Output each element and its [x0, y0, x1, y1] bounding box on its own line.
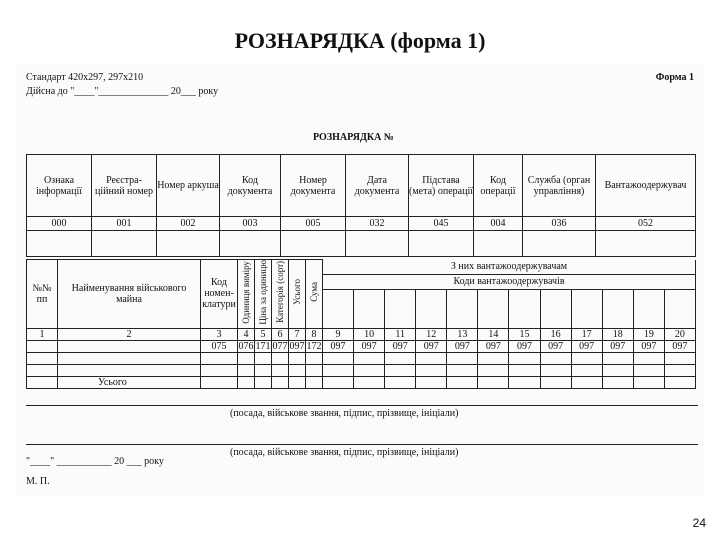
code-cell: 002 — [157, 217, 220, 231]
signature-caption: (посада, військове звання, підпис, прізвище, ініціали) — [230, 447, 459, 458]
header-cell: Номер документа — [281, 155, 346, 217]
num-cell: 20 — [664, 328, 695, 340]
num-cell: 14 — [478, 328, 509, 340]
code-cell: 097 — [509, 340, 540, 352]
header-row — [27, 155, 696, 217]
main-table — [26, 259, 696, 389]
date-line: "____" ___________ 20 ___ року — [26, 456, 164, 467]
header-cell: Дата документа — [346, 155, 409, 217]
signature-line — [26, 405, 698, 406]
header-cell: Служба (орган управління) — [523, 155, 596, 217]
code-cell: 077 — [272, 340, 288, 352]
codes-row-main — [27, 340, 696, 352]
col-category-header: Категорія (сорт) — [275, 261, 285, 324]
num-cell: 12 — [416, 328, 447, 340]
header-cell: Номер аркуша — [157, 155, 220, 217]
num-cell: 2 — [58, 328, 201, 340]
code-cell: 032 — [346, 217, 409, 231]
header-cell: Реєстра-ційний номер — [92, 155, 157, 217]
document-title: РОЗНАРЯДКА № — [313, 132, 394, 143]
code-cell: 075 — [201, 340, 238, 352]
code-cell: 097 — [540, 340, 571, 352]
col-price-header: Ціна за одиницю — [258, 260, 268, 325]
code-cell: 097 — [323, 340, 354, 352]
code-cell: 045 — [409, 217, 474, 231]
header-cell: Підстава (мета) операції — [409, 155, 474, 217]
header-cell: Вантажоодержувач — [596, 155, 696, 217]
code-cell: 076 — [238, 340, 254, 352]
num-cell: 6 — [272, 328, 289, 340]
total-label: Усього — [58, 376, 201, 388]
code-cell: 097 — [478, 340, 509, 352]
code-cell: 097 — [447, 340, 478, 352]
code-cell: 001 — [92, 217, 157, 231]
header-cell: Ознака інформації — [27, 155, 92, 217]
code-cell: 004 — [474, 217, 523, 231]
num-cell: 18 — [602, 328, 633, 340]
col-name-header: Найменування військового майна — [58, 260, 201, 329]
code-cell: 097 — [385, 340, 416, 352]
num-cell: 7 — [289, 328, 306, 340]
recipients-header: З них вантажоодержувачам — [323, 260, 696, 275]
header-table — [26, 154, 696, 257]
code-cell: 097 — [354, 340, 385, 352]
num-cell: 8 — [306, 328, 323, 340]
signature-line — [26, 444, 698, 445]
code-cell: 003 — [220, 217, 281, 231]
num-cell: 9 — [323, 328, 354, 340]
signature-caption: (посада, військове звання, підпис, прізвище, ініціали) — [230, 408, 459, 419]
num-cell: 16 — [540, 328, 571, 340]
col-sum-header: Сума — [309, 282, 319, 303]
slide-title: РОЗНАРЯДКА (форма 1) — [234, 28, 486, 53]
num-cell: 17 — [571, 328, 602, 340]
col-number-header: №№ пп — [27, 260, 58, 329]
empty-row — [27, 352, 696, 364]
num-cell: 19 — [633, 328, 664, 340]
code-cell: 000 — [27, 217, 92, 231]
code-cell: 052 — [596, 217, 696, 231]
num-cell: 11 — [385, 328, 416, 340]
code-cell: 172 — [306, 340, 322, 352]
empty-row — [27, 231, 696, 257]
code-cell: 097 — [602, 340, 633, 352]
code-cell: 097 — [571, 340, 602, 352]
num-cell: 4 — [238, 328, 255, 340]
valid-until-text: Дійсна до "____"______________ 20___ року — [26, 86, 219, 97]
form-document — [18, 66, 702, 494]
code-cell: 097 — [416, 340, 447, 352]
standard-text: Стандарт 420х297, 297х210 — [26, 72, 144, 83]
code-cell: 036 — [523, 217, 596, 231]
col-code-header: Код номен-клатури — [201, 260, 238, 329]
recipient-codes-header: Коди вантажоодержувачів — [323, 274, 696, 289]
form-number: Форма 1 — [655, 72, 694, 83]
code-cell: 171 — [255, 340, 271, 352]
codes-row — [27, 217, 696, 231]
code-cell: 097 — [289, 340, 305, 352]
total-row — [27, 376, 696, 388]
num-cell: 5 — [255, 328, 272, 340]
header-cell: Код операції — [474, 155, 523, 217]
header-cell: Код документа — [220, 155, 281, 217]
stamp-label: М. П. — [26, 476, 50, 487]
code-cell: 097 — [664, 340, 695, 352]
col-total-header: Усього — [292, 279, 302, 306]
num-cell: 1 — [27, 328, 58, 340]
code-cell: 005 — [281, 217, 346, 231]
num-cell: 15 — [509, 328, 540, 340]
code-cell: 097 — [633, 340, 664, 352]
column-numbers-row — [27, 328, 696, 340]
num-cell: 10 — [354, 328, 385, 340]
page-number: 24 — [692, 516, 706, 530]
num-cell: 13 — [447, 328, 478, 340]
num-cell: 3 — [201, 328, 238, 340]
empty-row — [27, 364, 696, 376]
col-unit-header: Одиниця виміру — [241, 260, 251, 324]
